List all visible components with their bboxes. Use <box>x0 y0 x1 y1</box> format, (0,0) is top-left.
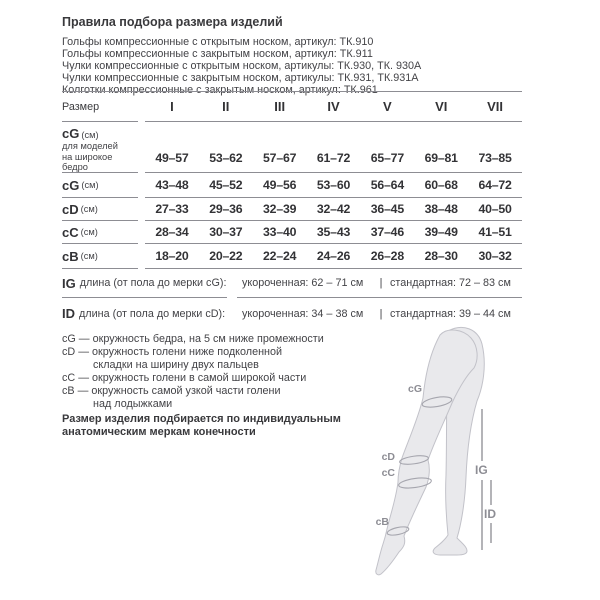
range-value: 56–64 <box>370 178 404 192</box>
range-value: 28–34 <box>155 225 189 239</box>
legend-line: над лодыжками <box>93 397 173 410</box>
size-column-header: I <box>170 99 174 114</box>
size-column-header: IV <box>327 99 340 114</box>
legend-line: складки на ширину двух пальцев <box>93 358 259 371</box>
size-table <box>62 91 522 329</box>
fitting-note-line: анатомическим меркам конечности <box>62 425 256 438</box>
legend-line: cD — окружность голени ниже подколенной <box>62 345 283 358</box>
row-values <box>237 269 522 298</box>
leg-measurement-diagram <box>360 325 580 595</box>
corner-label: Размер <box>62 92 138 122</box>
cg-diagram-label: cG <box>407 383 422 395</box>
divider: | <box>379 277 383 289</box>
range-value: 30–32 <box>478 249 512 263</box>
range-value: 45–52 <box>209 178 243 192</box>
size-columns <box>145 92 522 122</box>
range-value: 20–22 <box>209 249 243 263</box>
size-column-header: III <box>274 99 286 114</box>
product-line: Гольфы компрессионные с закрытым носком, артикул: ТК.911 <box>62 47 373 60</box>
table-row-ig-length <box>62 269 522 298</box>
row-label: ID длина (от пола до мерки cD): <box>62 306 226 321</box>
table-row-cb <box>62 244 522 269</box>
range-value: 43–48 <box>155 178 189 192</box>
fitting-note <box>62 413 372 438</box>
row-label: cB (см) <box>62 244 138 269</box>
product-line: Гольфы компрессионные с открытым носком, артикул: ТК.910 <box>62 36 374 48</box>
row-values <box>145 244 522 269</box>
ig-diagram-label: IG <box>475 463 488 477</box>
range-value: 61–72 <box>316 151 351 165</box>
measurement-legend <box>62 333 372 410</box>
table-row-cg-wide-hip <box>62 122 522 173</box>
product-line: Чулки компрессионные с закрытым носком, артикулы: ТК.931, ТК.931А <box>62 71 419 84</box>
range-value: 28–30 <box>424 249 458 263</box>
range-value: 22–24 <box>263 249 297 263</box>
row-values <box>145 198 522 221</box>
cd-diagram-label: cD <box>381 451 395 463</box>
range-value: 27–33 <box>155 202 189 216</box>
size-column-header: II <box>222 99 230 114</box>
row-note-line: для моделей <box>62 141 118 151</box>
legend-line: cG — окружность бедра, на 5 см ниже промежности <box>62 333 324 345</box>
row-values <box>145 173 522 198</box>
range-value: 73–85 <box>478 151 512 165</box>
length-short-value: укороченная: 34 – 38 см <box>242 307 364 320</box>
length-standard-value: стандартная: 72 – 83 см <box>390 277 511 289</box>
table-row-cd <box>62 198 522 221</box>
measure-key: cG (см) <box>62 126 99 141</box>
range-value: 18–20 <box>155 249 189 263</box>
row-values <box>145 122 522 173</box>
range-value: 40–50 <box>478 202 512 216</box>
row-label: IG длина (от пола до мерки cG): <box>62 269 227 298</box>
range-value: 49–56 <box>263 178 297 192</box>
fitting-note-line: Размер изделия подбирается по индивидуальным <box>62 413 341 425</box>
range-value: 32–39 <box>263 202 297 216</box>
range-value: 30–37 <box>209 225 243 239</box>
range-value: 53–62 <box>209 151 243 165</box>
range-value: 39–49 <box>424 225 458 239</box>
legend-line: cC — окружность голени в самой широкой части <box>62 371 307 384</box>
size-column-header: V <box>383 99 392 114</box>
range-value: 35–43 <box>316 225 351 239</box>
divider: | <box>379 307 383 320</box>
range-value: 33–40 <box>263 225 297 239</box>
id-diagram-label: ID <box>484 507 496 521</box>
row-label <box>62 122 138 173</box>
row-label: cG (см) <box>62 173 138 198</box>
range-value: 69–81 <box>424 151 458 165</box>
product-line: Колготки компрессионные с закрытым носком, артикул: ТК.961 <box>62 83 378 96</box>
product-line: Чулки компрессионные с открытым носком, артикулы: ТК.930, ТК. 930А <box>62 59 422 72</box>
range-value: 64–72 <box>478 178 512 192</box>
row-label: cD (см) <box>62 198 138 221</box>
range-value: 65–77 <box>370 151 404 165</box>
row-note-line: на широкое <box>62 151 113 162</box>
row-values <box>145 221 522 244</box>
range-value: 37–46 <box>370 225 404 239</box>
cc-diagram-label: cC <box>381 467 395 479</box>
range-value: 29–36 <box>209 202 243 216</box>
range-value: 41–51 <box>478 225 512 239</box>
range-value: 57–67 <box>263 151 297 165</box>
range-value: 49–57 <box>155 151 189 165</box>
length-short-value: укороченная: 62 – 71 см <box>242 277 364 289</box>
cb-diagram-label: cB <box>375 516 389 528</box>
table-row-cc <box>62 221 522 244</box>
range-value: 60–68 <box>424 178 458 192</box>
product-list <box>62 37 421 97</box>
legend-line: cB — окружность самой узкой части голени <box>62 384 281 397</box>
size-column-header: VI <box>435 99 448 114</box>
range-value: 32–42 <box>316 202 351 216</box>
table-header-row <box>62 92 522 122</box>
table-row-cg <box>62 173 522 198</box>
range-value: 26–28 <box>370 249 404 263</box>
length-standard-value: стандартная: 39 – 44 см <box>390 307 511 320</box>
row-label: cC (см) <box>62 221 138 244</box>
range-value: 24–26 <box>316 249 351 263</box>
page-title: Правила подбора размера изделий <box>62 15 283 29</box>
range-value: 53–60 <box>316 178 351 192</box>
range-value: 38–48 <box>424 202 458 216</box>
range-value: 36–45 <box>370 202 404 216</box>
size-column-header: VII <box>487 99 504 114</box>
row-note-line: бедро <box>62 162 88 173</box>
